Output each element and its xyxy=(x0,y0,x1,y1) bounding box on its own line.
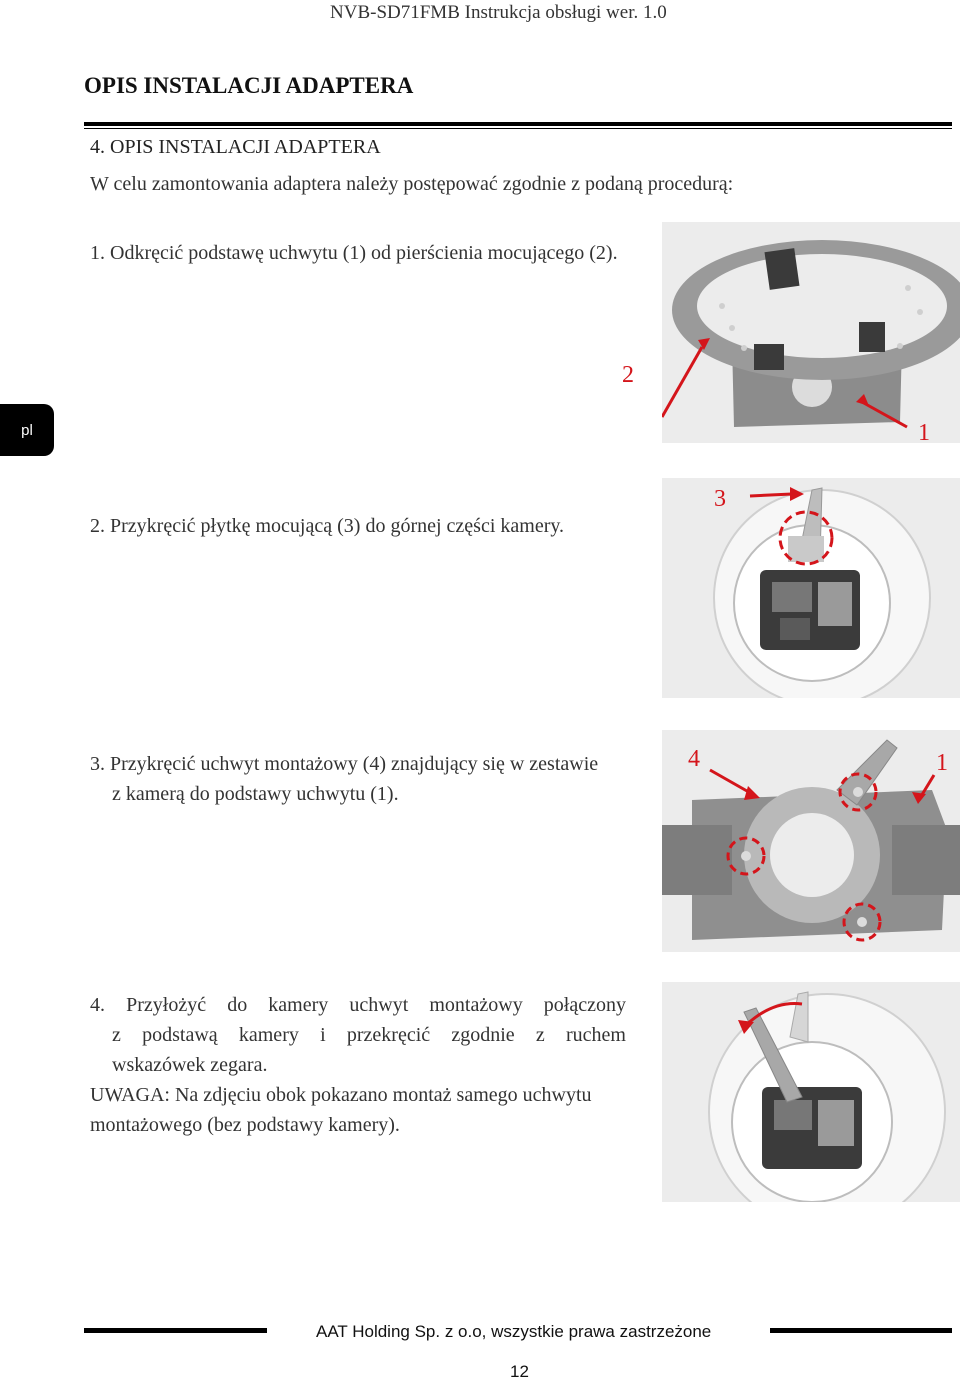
document-header: NVB-SD71FMB Instrukcja obsługi wer. 1.0 xyxy=(330,2,667,23)
figure-3-drawing xyxy=(662,730,960,952)
note-line-2: montażowego (bez podstawy kamery). xyxy=(90,1114,400,1136)
figure-4-rotate-bracket xyxy=(662,982,960,1202)
figure-1-adapter-ring xyxy=(662,222,960,443)
page-title: OPIS INSTALACJI ADAPTERA xyxy=(84,73,414,98)
note-line-1: UWAGA: Na zdjęciu obok pokazano montaż samego uchwytu xyxy=(90,1084,592,1106)
section-heading: 4. OPIS INSTALACJI ADAPTERA xyxy=(90,136,381,158)
step-3-line-2: z kamerą do podstawy uchwytu (1). xyxy=(112,783,399,805)
footer-rule-left xyxy=(84,1328,267,1333)
title-rule-thin xyxy=(84,128,952,129)
step-4-line-2: z podstawą kamery i przekręcić zgodnie z ruchem xyxy=(112,1024,626,1046)
figure-2-camera-plate xyxy=(662,478,960,698)
step-3-line-1: 3. Przykręcić uchwyt montażowy (4) znajdujący się w zestawie xyxy=(90,753,599,775)
fig3-label-4: 4 xyxy=(688,746,700,772)
footer-text: AAT Holding Sp. z o.o, wszystkie prawa zastrzeżone xyxy=(316,1322,712,1341)
fig1-label-1: 1 xyxy=(918,420,930,443)
figure-4-drawing xyxy=(662,982,960,1202)
fig3-label-1: 1 xyxy=(936,750,948,776)
fig2-label-3: 3 xyxy=(714,486,726,512)
step-1-text: 1. Odkręcić podstawę uchwytu (1) od pierścienia mocującego (2). xyxy=(90,242,618,264)
intro-text: W celu zamontowania adaptera należy postępować zgodnie z podaną procedurą: xyxy=(90,173,734,195)
footer-rule-right xyxy=(770,1328,952,1333)
title-rule-thick xyxy=(84,122,952,126)
figure-3-bracket-base xyxy=(662,730,960,952)
figure-2-drawing xyxy=(662,478,960,698)
step-4-line-1: 4. Przyłożyć do kamery uchwyt montażowy połączony xyxy=(90,994,626,1016)
step-4-line-3: wskazówek zegara. xyxy=(112,1054,268,1076)
step-2-text: 2. Przykręcić płytkę mocującą (3) do górnej części kamery. xyxy=(90,515,565,537)
language-tab: pl xyxy=(0,404,54,456)
figure-1-drawing xyxy=(662,222,960,443)
fig1-label-2-outside: 2 xyxy=(622,362,634,388)
page-number: 12 xyxy=(510,1362,529,1381)
